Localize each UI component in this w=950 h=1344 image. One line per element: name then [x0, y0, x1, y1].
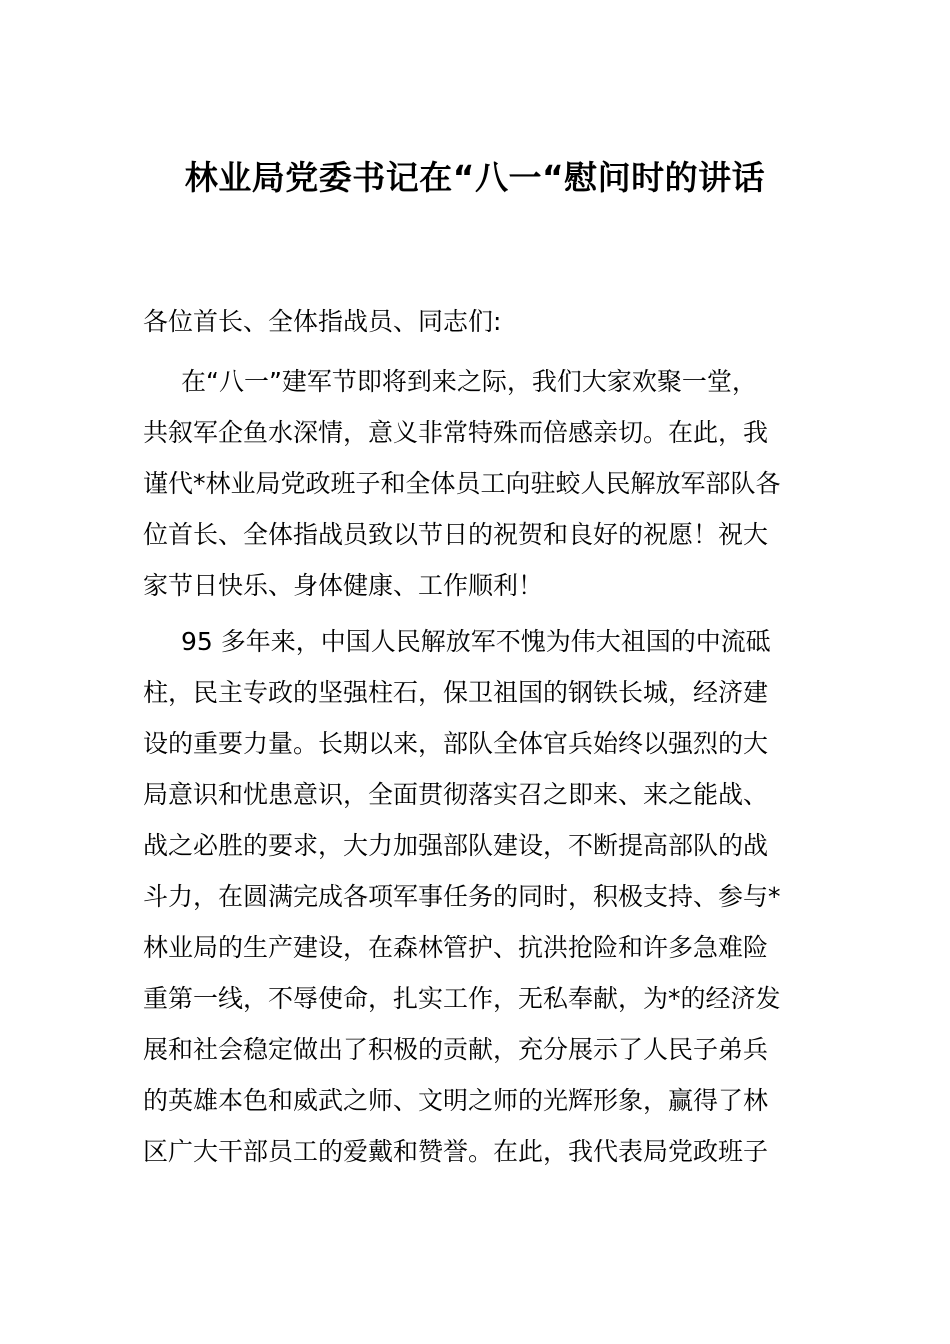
paragraph-line: 战之必胜的要求，大力加强部队建设，不断提高部队的战 — [143, 831, 769, 860]
paragraph-line: 斗力，在圆满完成各项军事任务的同时，积极支持、参与* — [143, 882, 781, 911]
paragraph-line: 柱，民主专政的坚强柱石，保卫祖国的钢铁长城，经济建 — [143, 678, 769, 707]
document-title: 林业局党委书记在“八一“慰问时的讲话 — [184, 158, 766, 197]
paragraph-line: 局意识和忧患意识，全面贯彻落实召之即来、来之能战、 — [143, 780, 769, 809]
paragraph-line: 的英雄本色和威武之师、文明之师的光辉形象，赢得了林 — [143, 1086, 769, 1115]
paragraph-2 — [143, 616, 813, 1177]
paragraph-line: 重第一线，不辱使命，扎实工作，无私奉献，为*的经济发 — [143, 984, 781, 1013]
paragraph-line: 共叙军企鱼水深情，意义非常特殊而倍感亲切。在此，我 — [143, 418, 769, 447]
paragraph-line: 展和社会稳定做出了积极的贡献，充分展示了人民子弟兵 — [143, 1035, 769, 1064]
paragraph-line: 位首长、全体指战员致以节日的祝贺和良好的祝愿！祝大 — [143, 520, 769, 549]
salutation: 各位首长、全体指战员、同志们: — [143, 307, 502, 336]
paragraph-line: 95 多年来，中国人民解放军不愧为伟大祖国的中流砥 — [181, 627, 771, 656]
paragraph-line: 家节日快乐、身体健康、工作顺利！ — [143, 571, 544, 600]
paragraph-line: 谨代*林业局党政班子和全体员工向驻蛟人民解放军部队各 — [143, 469, 781, 498]
paragraph-line: 区广大干部员工的爱戴和赞誉。在此，我代表局党政班子 — [143, 1137, 769, 1166]
paragraph-line: 在“八一”建军节即将到来之际，我们大家欢聚一堂， — [181, 367, 757, 396]
paragraph-line: 设的重要力量。长期以来，部队全体官兵始终以强烈的大 — [143, 729, 769, 758]
paragraph-line: 林业局的生产建设，在森林管护、抗洪抢险和许多急难险 — [143, 933, 769, 962]
paragraph-1 — [143, 356, 813, 611]
